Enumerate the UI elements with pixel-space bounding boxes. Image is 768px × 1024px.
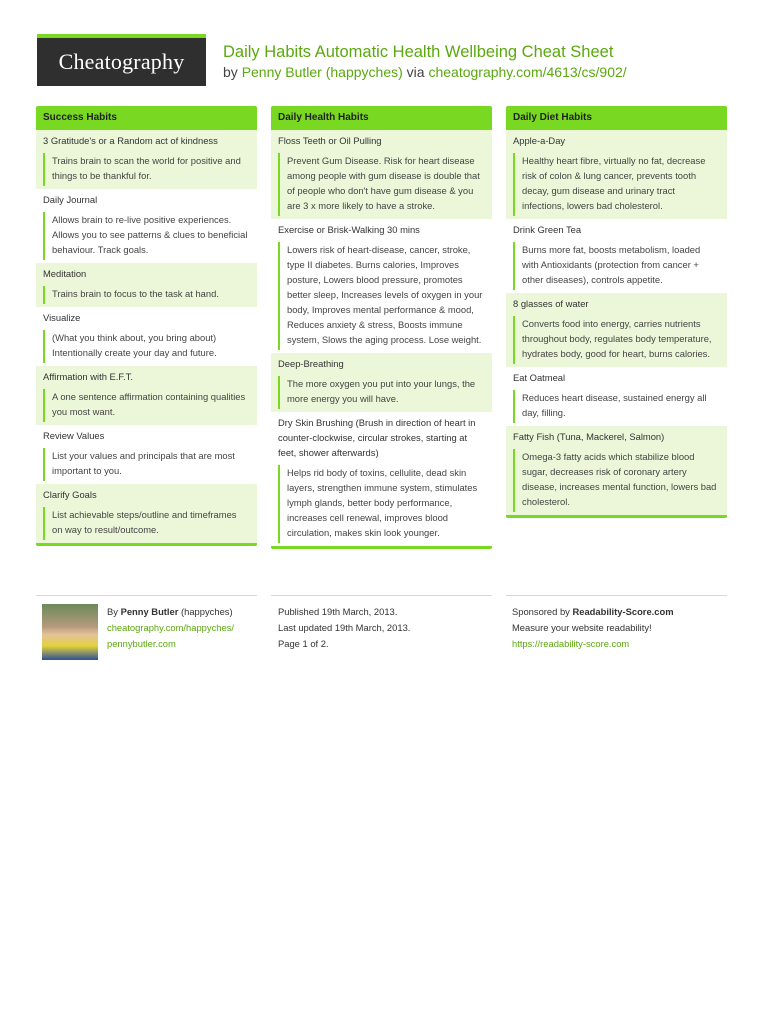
item-description: Helps rid body of toxins, cellulite, dead skin layers, strengthen immune system, stimulates lymph glands, better body performance, increases cell renewal, improves blood circulation, makes skin look younger. bbox=[278, 465, 487, 543]
item-description: A one sentence affirmation containing qualities you most want. bbox=[43, 389, 252, 422]
byline-by: by bbox=[223, 64, 238, 80]
page-number: Page 1 of 2. bbox=[278, 638, 329, 649]
footer-by: By bbox=[107, 606, 118, 617]
footer-author-name: Penny Butler bbox=[120, 606, 179, 617]
column-heading: Daily Health Habits bbox=[271, 106, 492, 130]
item-title: Exercise or Brisk-Walking 30 mins bbox=[278, 224, 420, 235]
item-title: Meditation bbox=[43, 268, 87, 279]
sponsor-tagline: Measure your website readability! bbox=[512, 622, 652, 633]
item-title: Deep-Breathing bbox=[278, 358, 344, 369]
column-heading: Success Habits bbox=[36, 106, 257, 130]
list-item bbox=[506, 367, 727, 426]
sponsor-name: Readability-Score.com bbox=[572, 606, 674, 617]
footer-author-handle: (happyches) bbox=[181, 606, 233, 617]
footer-sponsor bbox=[512, 604, 674, 652]
sponsor-label: Sponsored by bbox=[512, 606, 570, 617]
list-item bbox=[36, 425, 257, 484]
item-title: Affirmation with E.F.T. bbox=[43, 371, 133, 382]
item-description: (What you think about, you bring about) Intentionally create your day and future. bbox=[43, 330, 252, 363]
list-item bbox=[506, 293, 727, 367]
author-link[interactable]: Penny Butler (happyches) bbox=[241, 64, 403, 80]
cheatography-logo[interactable]: Cheatography bbox=[37, 34, 206, 86]
byline-via: via bbox=[406, 64, 425, 80]
list-item bbox=[506, 426, 727, 515]
item-description: Trains brain to scan the world for positive and things to be thankful for. bbox=[43, 153, 252, 186]
item-description: Burns more fat, boosts metabolism, loaded with Antioxidants (protection from cancer + other diseases), controls appetite. bbox=[513, 242, 722, 290]
item-title: Visualize bbox=[43, 312, 81, 323]
updated-date: Last updated 19th March, 2013. bbox=[278, 622, 411, 633]
item-title: 8 glasses of water bbox=[513, 298, 589, 309]
column-daily-health-habits bbox=[271, 106, 492, 549]
footer-divider bbox=[271, 595, 492, 596]
item-title: Eat Oatmeal bbox=[513, 372, 566, 383]
published-date: Published 19th March, 2013. bbox=[278, 606, 398, 617]
list-item bbox=[506, 130, 727, 219]
author-avatar bbox=[42, 604, 98, 660]
list-item bbox=[271, 130, 492, 219]
item-description: Prevent Gum Disease. Risk for heart disease among people with gum disease is double that of people who don't have gum disease & you are 3 x more likely to have a stroke. bbox=[278, 153, 487, 216]
column-daily-diet-habits bbox=[506, 106, 727, 518]
list-item bbox=[506, 219, 727, 293]
footer-author bbox=[107, 604, 234, 652]
item-description: Converts food into energy, carries nutrients throughout body, regulates body temperature, hydrates body, good for heart, burns calories. bbox=[513, 316, 722, 364]
list-item bbox=[36, 484, 257, 543]
item-title: Fatty Fish (Tuna, Mackerel, Salmon) bbox=[513, 431, 665, 442]
list-item bbox=[271, 219, 492, 353]
byline bbox=[223, 64, 627, 80]
list-item bbox=[271, 353, 492, 412]
list-item bbox=[36, 130, 257, 189]
list-item bbox=[271, 412, 492, 546]
item-title: Clarify Goals bbox=[43, 489, 97, 500]
footer-divider bbox=[506, 595, 727, 596]
column-footer-bar bbox=[271, 546, 492, 549]
column-footer-bar bbox=[506, 515, 727, 518]
column-success-habits bbox=[36, 106, 257, 546]
item-description: Allows brain to re-live positive experiences. Allows you to see patterns & clues to beneficial behaviour. Track goals. bbox=[43, 212, 252, 260]
item-title: Dry Skin Brushing (Brush in direction of heart in counter-clockwise, circular strokes, starting at feet, shower afterwards) bbox=[278, 417, 476, 458]
sheet-url-link[interactable]: cheatography.com/4613/cs/902/ bbox=[428, 64, 627, 80]
item-description: List your values and principals that are most important to you. bbox=[43, 448, 252, 481]
page-title: Daily Habits Automatic Health Wellbeing Cheat Sheet bbox=[223, 43, 614, 61]
item-description: Healthy heart fibre, virtually no fat, decrease risk of colon & lung cancer, prevents tooth decay, gum disease and urinary tract infections, lowers bad cholesterol. bbox=[513, 153, 722, 216]
footer-divider bbox=[36, 595, 257, 596]
item-description: The more oxygen you put into your lungs, the more energy you will have. bbox=[278, 376, 487, 409]
column-heading: Daily Diet Habits bbox=[506, 106, 727, 130]
item-description: List achievable steps/outline and timeframes on way to result/outcome. bbox=[43, 507, 252, 540]
item-title: 3 Gratitude's or a Random act of kindness bbox=[43, 135, 218, 146]
item-description: Trains brain to focus to the task at hand. bbox=[43, 286, 252, 304]
item-title: Daily Journal bbox=[43, 194, 98, 205]
item-description: Reduces heart disease, sustained energy all day, filling. bbox=[513, 390, 722, 423]
author-profile-link[interactable]: cheatography.com/happyches/ bbox=[107, 622, 234, 633]
item-description: Omega-3 fatty acids which stabilize blood sugar, decreases risk of coronary artery disease, increases mental function, lowers bad cholesterol. bbox=[513, 449, 722, 512]
list-item bbox=[36, 307, 257, 366]
author-site-link[interactable]: pennybutler.com bbox=[107, 638, 176, 649]
list-item bbox=[36, 263, 257, 307]
footer-meta bbox=[278, 604, 410, 652]
item-title: Review Values bbox=[43, 430, 105, 441]
item-title: Floss Teeth or Oil Pulling bbox=[278, 135, 382, 146]
item-title: Apple-a-Day bbox=[513, 135, 566, 146]
item-description: Lowers risk of heart-disease, cancer, stroke, type II diabetes. Burns calories, Improves posture, Lowers blood pressure, promotes better sleep, Increases levels of oxygen in your body, Improves mental performance & mood, Reduces anxiety & stress, Boosts immune system, Slows the aging process. Lose weight. bbox=[278, 242, 487, 350]
sponsor-link[interactable]: https://readability-score.com bbox=[512, 638, 630, 649]
list-item bbox=[36, 366, 257, 425]
list-item bbox=[36, 189, 257, 263]
item-title: Drink Green Tea bbox=[513, 224, 582, 235]
column-footer-bar bbox=[36, 543, 257, 546]
